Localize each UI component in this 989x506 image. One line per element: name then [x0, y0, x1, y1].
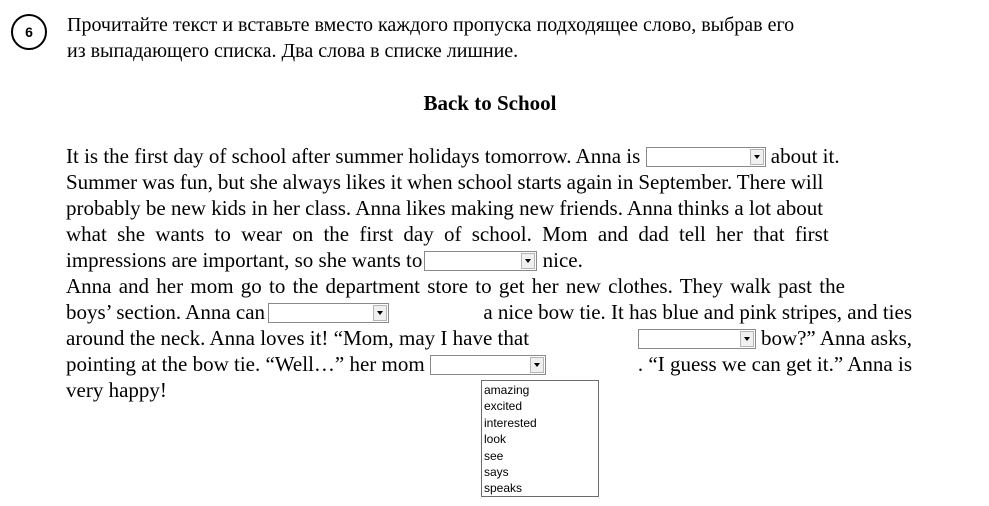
passage-text-segment: . “I guess we can get it.” Anna is: [637, 352, 912, 376]
chevron-down-icon[interactable]: [530, 357, 544, 373]
dropdown-option[interactable]: excited: [484, 399, 523, 414]
dropdown-option[interactable]: says: [484, 464, 509, 479]
passage-line-6: Anna and her mom go to the department store to get her new clothes. They walk past the: [66, 274, 845, 298]
dropdown-option[interactable]: see: [484, 448, 504, 463]
passage-text-segment: pointing at the bow tie. “Well…” her mom: [66, 351, 546, 377]
passage-text-segment: about it.: [770, 144, 840, 168]
dropdown-option[interactable]: speaks: [484, 481, 523, 496]
passage-text-segment: around the neck. Anna loves it! “Mom, may I have that: [66, 326, 530, 350]
task-number-badge: 6: [11, 14, 47, 50]
task-instruction: [67, 12, 927, 64]
chevron-down-icon[interactable]: [750, 149, 764, 165]
passage-line-4: what she wants to wear on the first day of school. Mom and dad tell her that first: [66, 222, 829, 246]
chevron-down-icon[interactable]: [521, 253, 535, 269]
blank-dropdown-4[interactable]: [638, 329, 756, 349]
passage-line-8: [66, 325, 912, 351]
passage-title: Back to School: [423, 91, 557, 115]
chevron-down-icon[interactable]: [373, 305, 387, 321]
passage-text-segment: impressions are important, so she wants to: [66, 248, 423, 272]
blank-dropdown-3[interactable]: [268, 303, 389, 323]
passage-text: [66, 143, 912, 403]
passage-text-segment: bow?” Anna asks,: [638, 325, 912, 351]
instruction-line-1: Прочитайте текст и вставьте вместо каждого пропуска подходящее слово, выбрав его: [67, 14, 795, 36]
passage-line-3: probably be new kids in her class. Anna likes making new friends. Anna thinks a lot about: [66, 196, 824, 220]
dropdown-option[interactable]: interested: [484, 415, 537, 430]
passage-line-9: [66, 351, 912, 377]
passage-line-5: [66, 247, 912, 273]
dropdown-option[interactable]: amazing: [484, 383, 530, 397]
blank-dropdown-2[interactable]: [424, 251, 537, 271]
instruction-line-2: из выпадающего списка. Два слова в списке лишние.: [67, 40, 519, 62]
blank-dropdown-1[interactable]: [646, 147, 766, 167]
passage-line-10: very happy!: [66, 378, 167, 402]
passage-text-segment: a nice bow tie. It has blue and pink stripes, and ties: [483, 300, 912, 324]
passage-line-2: Summer was fun, but she always likes it when school starts again in September. There will: [66, 170, 824, 194]
passage-text-segment: It is the first day of school after summer holidays tomorrow. Anna is: [66, 144, 641, 168]
passage-line-7: [66, 299, 912, 325]
blank-dropdown-5[interactable]: [430, 355, 546, 375]
passage-text-segment: nice.: [542, 248, 583, 272]
passage-text-segment: boys’ section. Anna can: [66, 299, 389, 325]
passage-line-1: [66, 143, 912, 169]
dropdown-options-list[interactable]: [481, 380, 599, 497]
chevron-down-icon[interactable]: [740, 331, 754, 347]
dropdown-option[interactable]: look: [484, 432, 507, 447]
